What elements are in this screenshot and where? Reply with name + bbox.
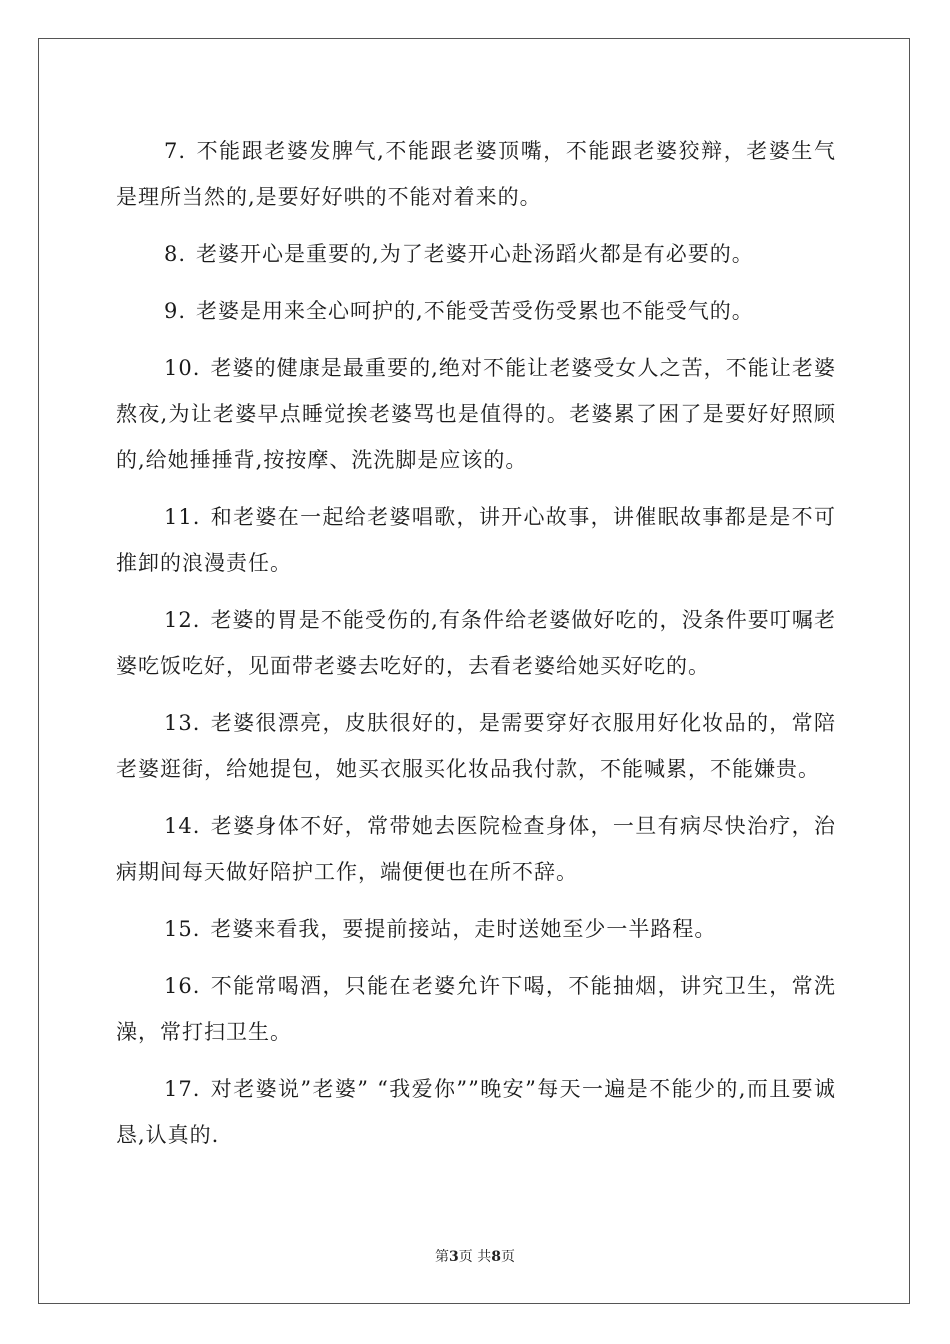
item-number: 9. [164, 299, 187, 323]
item-number: 8. [164, 242, 187, 266]
item-number: 13. [164, 711, 201, 735]
item-text: 老婆是用来全心呵护的,不能受苦受伤受累也不能受气的。 [196, 299, 754, 323]
paragraph-17 [116, 1066, 836, 1158]
paragraph-8 [116, 231, 836, 277]
paragraph-7 [116, 128, 836, 220]
item-text: 老婆开心是重要的,为了老婆开心赴汤蹈火都是有必要的。 [196, 242, 754, 266]
paragraph-16 [116, 963, 836, 1055]
item-number: 14. [164, 814, 201, 838]
item-text: 不能跟老婆发脾气,不能跟老婆顶嘴，不能跟老婆狡辩，老婆生气是理所当然的,是要好好哄的不能对着来的。 [116, 139, 836, 209]
item-number: 7. [164, 139, 187, 163]
item-text: 老婆身体不好，常带她去医院检查身体，一旦有病尽快治疗，治病期间每天做好陪护工作，端便便也在所不辞。 [116, 814, 836, 884]
paragraph-12 [116, 597, 836, 689]
item-text: 老婆来看我，要提前接站，走时送她至少一半路程。 [210, 917, 717, 941]
footer-mid: 页 共 [458, 1249, 492, 1265]
paragraph-10 [116, 345, 836, 483]
item-text: 老婆的健康是最重要的,绝对不能让老婆受女人之苦，不能让老婆熬夜,为让老婆早点睡觉挨老婆骂也是值得的。老婆累了困了是要好好照顾的,给她捶捶背,按按摩、洗洗脚是应该的。 [116, 356, 836, 472]
item-number: 11. [164, 505, 201, 529]
paragraph-13 [116, 700, 836, 792]
item-text: 对老婆说”老婆” “我爱你””晚安”每天一遍是不能少的,而且要诚恳,认真的. [116, 1077, 836, 1147]
current-page-number: 3 [449, 1249, 459, 1265]
footer-suffix: 页 [500, 1249, 515, 1265]
item-text: 不能常喝酒，只能在老婆允许下喝，不能抽烟，讲究卫生，常洗澡，常打扫卫生。 [116, 974, 836, 1044]
item-number: 16. [164, 974, 201, 998]
paragraph-14 [116, 803, 836, 895]
paragraph-9 [116, 288, 836, 334]
item-number: 17. [164, 1077, 201, 1101]
footer-prefix: 第 [435, 1249, 450, 1265]
page-footer [0, 1246, 950, 1266]
paragraph-11 [116, 494, 836, 586]
item-text: 老婆的胃是不能受伤的,有条件给老婆做好吃的，没条件要叮嘱老婆吃饭吃好，见面带老婆去吃好的，去看老婆给她买好吃的。 [116, 608, 836, 678]
paragraph-15 [116, 906, 836, 952]
item-text: 老婆很漂亮，皮肤很好的，是需要穿好衣服用好化妆品的，常陪老婆逛街，给她提包，她买衣服买化妆品我付款，不能喊累，不能嫌贵。 [116, 711, 836, 781]
total-page-number: 8 [491, 1249, 501, 1265]
document-body [116, 128, 836, 1169]
item-text: 和老婆在一起给老婆唱歌，讲开心故事，讲催眠故事都是是不可推卸的浪漫责任。 [116, 505, 836, 575]
item-number: 12. [164, 608, 201, 632]
item-number: 10. [164, 356, 201, 380]
item-number: 15. [164, 917, 201, 941]
